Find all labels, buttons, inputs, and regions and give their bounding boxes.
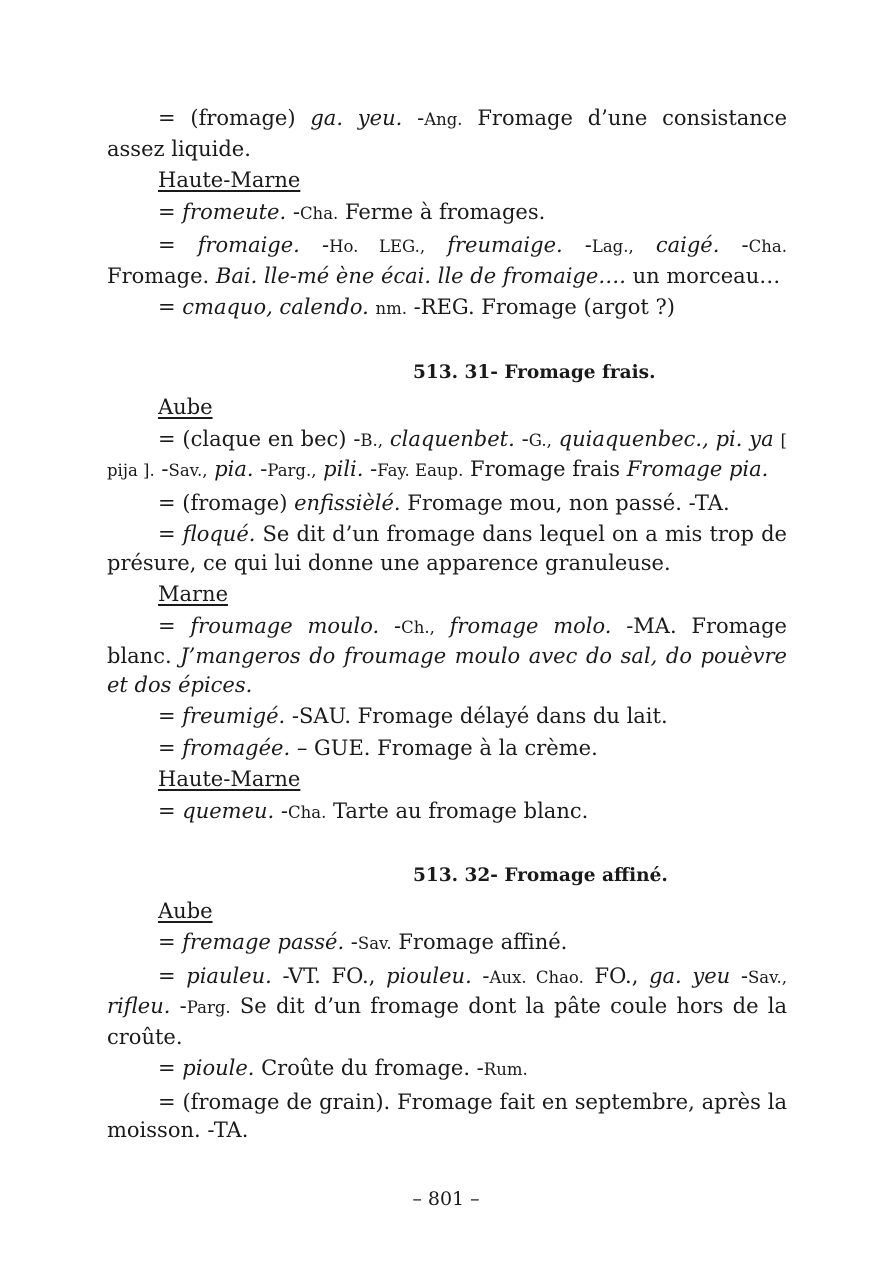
entry-cmaquo: = cmaquo, calendo. nm. -REG. Fromage (argot ?) [158, 295, 675, 319]
entry-claque-en-bec: = (claque en bec) -B., claquenbet. -G., quiaquenbec., pi. ya [ pija ]. -Sav., pia. -Parg., pili. -Fay. Eaup. Fromage frais Fromage pia. [107, 426, 787, 481]
entry-fromage-de-grain: = (fromage de grain). Fromage fait en septembre, après la moisson. -TA. [107, 1089, 787, 1142]
entry-fromage-gayeu: = (fromage) ga. yeu. -Ang. Fromage d’une consistance assez liquide. [107, 106, 787, 161]
section-heading: 513. 32- Fromage affiné. [413, 865, 668, 886]
entry-fromagee: = fromagée. – GUE. Fromage à la crème. [158, 735, 598, 760]
region-label: Haute-Marne [158, 767, 301, 791]
document-body [107, 104, 787, 1148]
entry-fromeute: = fromeute. -Cha. Ferme à fromages. [158, 199, 546, 224]
entry-quemeu: = quemeu. -Cha. Tarte au fromage blanc. [158, 798, 589, 823]
entry-pioule: = pioule. Croûte du fromage. -Rum. [158, 1056, 528, 1080]
section-heading: 513. 31- Fromage frais. [413, 361, 656, 383]
region-label: Aube [158, 395, 213, 419]
entry-enfissiele: = (fromage) enfissièlé. Fromage mou, non passé. -TA. [158, 490, 730, 515]
region-label: Marne [158, 582, 229, 606]
entry-fromaige: = fromaige. -Ho. LEG., freumaige. -Lag., caigé. -Cha. Fromage. Bai. lle-mé ène écai. lle de fromaige…. un morceau… [107, 233, 787, 288]
entry-fremage-passe: = fremage passé. -Sav. Fromage affiné. [158, 930, 568, 954]
entry-piauleu: = piauleu. -VT. FO., piouleu. -Aux. Chao. FO., ga. yeu -Sav., rifleu. -Parg. Se dit d’un fromage dont la pâte coule hors de la croûte. [107, 963, 788, 1049]
region-label: Haute-Marne [158, 168, 301, 192]
entry-floque: = floqué. Se dit d’un fromage dans lequel on a mis trop de présure, ce qui lui donne une apparence granuleuse. [107, 522, 787, 575]
entry-froumage-moulo: = froumage moulo. -Ch., fromage molo. -MA. Fromage blanc. J’mangeros do froumage moulo avec do sal, do pouèvre et dos épices. [107, 613, 787, 697]
region-label: Aube [158, 898, 213, 923]
entry-freumige: = freumigé. -SAU. Fromage délayé dans du lait. [158, 704, 668, 728]
page-number: – 801 – [412, 1188, 480, 1210]
